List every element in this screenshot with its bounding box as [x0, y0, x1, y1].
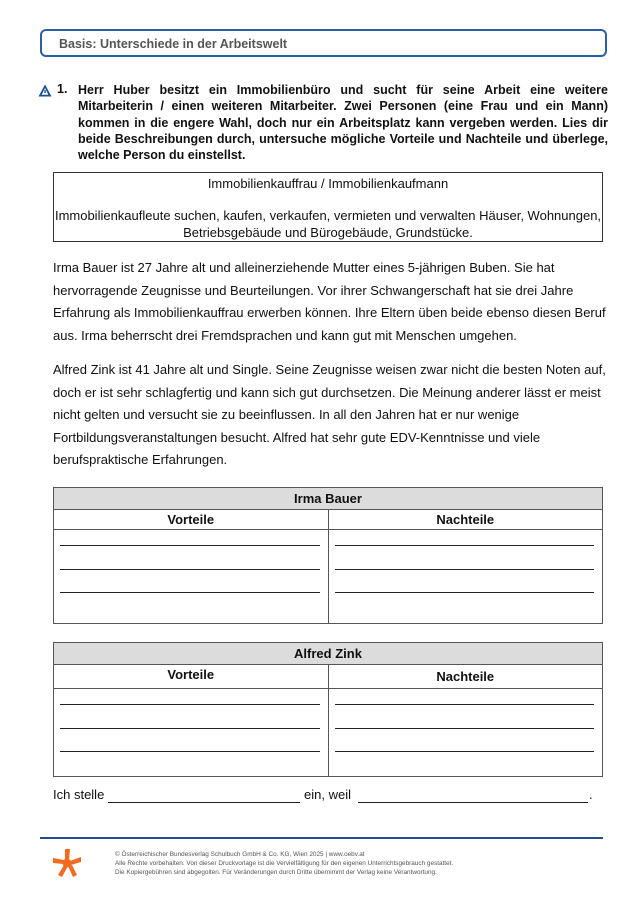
table-alfred-zink: [53, 642, 603, 777]
definition-box: [53, 172, 603, 242]
pros-answer-area[interactable]: [54, 689, 329, 777]
table-name-alfred: Alfred Zink: [54, 643, 603, 665]
worksheet-title: Basis: Unterschiede in der Arbeitswelt: [59, 37, 288, 51]
task-instructions: Herr Huber besitzt ein Immobilienbüro und sucht für seine Arbeit eine weitere Mitarbeiterin / einen weiteren Mitarbeiter. Zwei Personen (eine Frau und ein Mann) kommen in die engere Wahl, doch nur ein Arbeitsplatz kann vergeben werden. Lies dir beide Beschreibungen durch, untersuche mögliche Vorteile und Nachteile und überlege, welche Person du einstellst.: [78, 83, 608, 163]
writing-line[interactable]: [335, 728, 595, 729]
sentence-end: .: [589, 787, 593, 802]
writing-line[interactable]: [60, 751, 320, 752]
cons-answer-area[interactable]: [328, 689, 603, 777]
reason-blank-line[interactable]: [358, 789, 588, 803]
footer-line-1: © Österreichischer Bundesverlag Schulbuch GmbH & Co. KG, Wien 2025 | www.oebv.at: [115, 851, 365, 858]
writing-line[interactable]: [335, 704, 595, 705]
cons-answer-area[interactable]: [328, 530, 603, 624]
paragraph-alfred: Alfred Zink ist 41 Jahre alt und Single. Seine Zeugnisse weisen zwar nicht die besten Noten auf, doch er ist sehr schlagfertig und kann sich gut durchsetzen. Die Meinung anderer lässt er meist nicht gelten und versucht sie zu beeinflussen. In all den Jahren hat er nur wenige Fortbildungsveranstaltungen besucht. Alfred hat sehr gute EDV-Kenntnisse und viele berufspraktische Erfahrungen.: [53, 362, 606, 468]
definition-title: Immobilienkauffrau / Immobilienkaufmann: [207, 176, 449, 191]
footer-divider: [40, 837, 603, 839]
writing-line[interactable]: [60, 704, 320, 705]
column-header-pros: Vorteile: [54, 510, 329, 530]
footer-copyright: [115, 851, 595, 877]
column-header-cons: Nachteile: [328, 665, 603, 689]
table-irma-bauer: [53, 487, 603, 624]
pros-answer-area[interactable]: [54, 530, 329, 624]
writing-line[interactable]: [60, 592, 320, 593]
task-number: 1.: [57, 82, 68, 96]
definition-body: Immobilienkaufleute suchen, kaufen, verkaufen, vermieten und verwalten Häuser, Wohnungen, Betriebsgebäude und Bürogebäude, Grundstücke.: [54, 208, 602, 240]
paragraph-irma: Irma Bauer ist 27 Jahre alt und alleinerziehende Mutter eines 5-jährigen Buben. Sie hat hervorragende Zeugnisse und Beurteilungen. Vor ihrer Schwangerschaft hat sie drei Jahre Erfahrung als Immobilienkauffrau erwerben können. Ihre Eltern üben beide ebenso diesen Beruf aus. Irma beherrscht drei Fremdsprachen und kann gut mit Menschen umgehen.: [53, 260, 606, 343]
sentence-start: Ich stelle: [53, 787, 105, 802]
worksheet-header: [40, 29, 607, 57]
person-blank-line[interactable]: [108, 789, 300, 803]
footer-line-2: Alle Rechte vorbehalten. Von dieser Druckvorlage ist die Vervielfältigung für den eigenen Unterrichtsgebrauch gestattet.: [115, 859, 454, 867]
writing-line[interactable]: [335, 545, 595, 546]
column-header-cons: Nachteile: [328, 510, 603, 530]
footer-line-3: Die Kopiergebühren sind abgegolten. Für Veränderungen durch Dritte übernimmt der Verlag keine Verantwortung.: [115, 868, 437, 876]
writing-line[interactable]: [60, 728, 320, 729]
writing-line[interactable]: [60, 569, 320, 570]
table-name-irma: Irma Bauer: [54, 488, 603, 510]
column-header-pros: Vorteile: [54, 665, 329, 689]
publisher-logo-icon: [52, 848, 82, 878]
warning-triangle-icon: [38, 84, 52, 97]
sentence-middle: ein, weil: [304, 787, 351, 802]
writing-line[interactable]: [335, 592, 595, 593]
writing-line[interactable]: [335, 751, 595, 752]
writing-line[interactable]: [335, 569, 595, 570]
writing-line[interactable]: [60, 545, 320, 546]
